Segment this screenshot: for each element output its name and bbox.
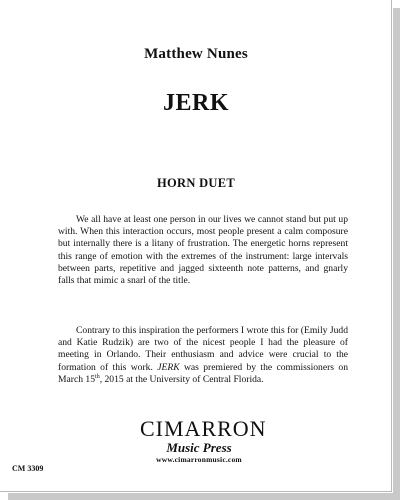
publisher-url: www.cimarronmusic.com [156,455,242,464]
composer-name: Matthew Nunes [144,46,248,62]
piece-title: JERK [162,90,229,116]
publisher-logo [140,416,267,465]
page-shadow-right [393,8,400,500]
program-note-paragraph-1: We all have at least one person in our lives we cannot stand but put up with. When this interaction occurs, most people present a calm composure but internally there is a litany of frustration. The energetic horns represent this range of emotion with the extremes of the instrument: large intervals between parts, repetitive and jagged sixteenth note patterns, and gnarly falls that mimic a snarl of the title. [58,214,348,287]
publisher-subtitle: Music Press [166,440,232,455]
publisher-name: CIMARRON [140,416,267,441]
instrumentation-subtitle: HORN DUET [156,176,236,190]
page-shadow-bottom [8,493,400,500]
program-note-paragraph-2 [58,325,348,386]
paragraph-2-text-c: , 2015 at the University of Central Florida. [99,373,264,385]
paragraph-2-italic-title: JERK [157,361,180,373]
paragraph-2-text-a: Contrary to this inspiration the performers I wrote this for (Emily Judd and Katie Rudzik) are two of the nicest people I had the pleasure of meeting in Orlando. Their enthusiasm and advice were crucial to the formation of this work. [58,325,348,373]
catalog-number: CM 3309 [12,464,44,473]
paragraph-2-ordinal-suffix: th [95,373,100,380]
paragraph-2-text-b: was premiered by the commissioners on March 15 [58,361,348,385]
